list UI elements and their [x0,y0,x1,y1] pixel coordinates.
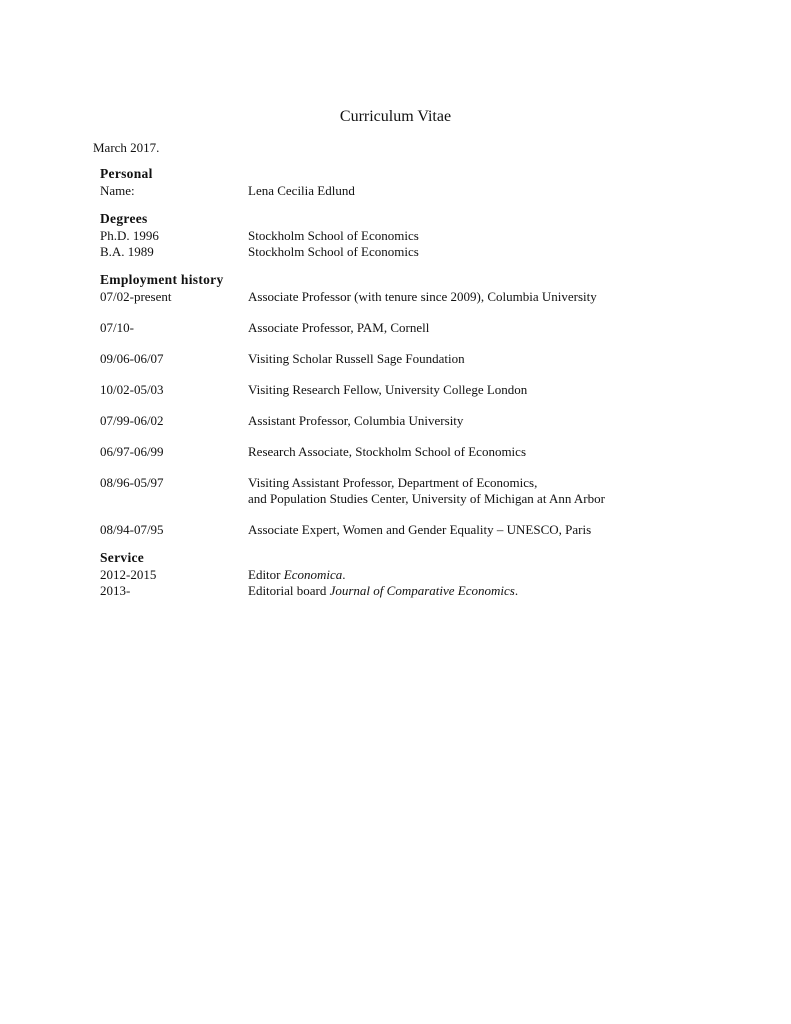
row-value-suffix: . [514,583,519,598]
row-value-suffix: . [342,567,346,582]
row-value [248,567,700,583]
section-degrees [100,211,700,260]
row-label: 06/97-06/99 [100,444,164,459]
employment-row [100,475,700,507]
row-value: Stockholm School of Economics [248,244,419,259]
degree-row [100,244,700,260]
row-value: Lena Cecilia Edlund [248,183,355,198]
row-value: Assistant Professor, Columbia University [248,413,464,428]
row-value [248,583,700,599]
row-label: Name: [100,183,135,198]
row-value: Research Associate, Stockholm School of Economics [248,444,527,459]
row-label: 2012-2015 [100,567,157,582]
row-value-line-1: Visiting Assistant Professor, Department of Economics, [248,475,538,490]
row-value-prefix: Editor [248,567,284,582]
row-value-prefix: Editorial board [248,583,330,598]
employment-row [100,320,700,336]
employment-row [100,444,700,460]
degree-row [100,228,700,244]
row-value-line-2: and Population Studies Center, University of Michigan at Ann Arbor [248,491,605,506]
journal-title: Journal of Comparative Economics [329,583,515,598]
row-label: 08/94-07/95 [100,522,164,537]
row-value: Associate Professor (with tenure since 2009), Columbia University [248,289,597,304]
row-label: 09/06-06/07 [100,351,164,366]
section-heading-degrees: Degrees [100,211,148,226]
row-label: 10/02-05/03 [100,382,164,397]
employment-row [100,351,700,367]
employment-row [100,413,700,429]
row-value: Visiting Scholar Russell Sage Foundation [248,351,465,366]
section-heading-personal: Personal [100,166,153,181]
row-label: 08/96-05/97 [100,475,164,490]
row-value: Associate Professor, PAM, Cornell [248,320,430,335]
row-label: B.A. 1989 [100,244,154,259]
section-personal [100,166,700,199]
row-value: Stockholm School of Economics [248,228,419,243]
row-label: 2013- [100,583,131,598]
row-label: 07/10- [100,320,134,335]
journal-title: Economica [283,567,343,582]
employment-row [100,522,700,538]
section-heading-employment: Employment history [100,272,224,287]
section-employment [100,272,700,538]
employment-row [100,289,700,305]
document-title: Curriculum Vitae [339,108,452,125]
row-label: Ph.D. 1996 [100,228,159,243]
section-service [100,550,700,599]
row-label: 07/99-06/02 [100,413,164,428]
cv-content [100,166,700,599]
service-row [100,583,700,599]
service-row [100,567,700,583]
employment-row [100,382,700,398]
row-value: Associate Expert, Women and Gender Equality – UNESCO, Paris [248,522,592,537]
row-label: 07/02-present [100,289,172,304]
row-value [248,475,700,507]
personal-row-name [100,183,700,199]
document-date: March 2017. [93,140,160,155]
section-heading-service: Service [100,550,145,565]
row-value: Visiting Research Fellow, University College London [248,382,528,397]
